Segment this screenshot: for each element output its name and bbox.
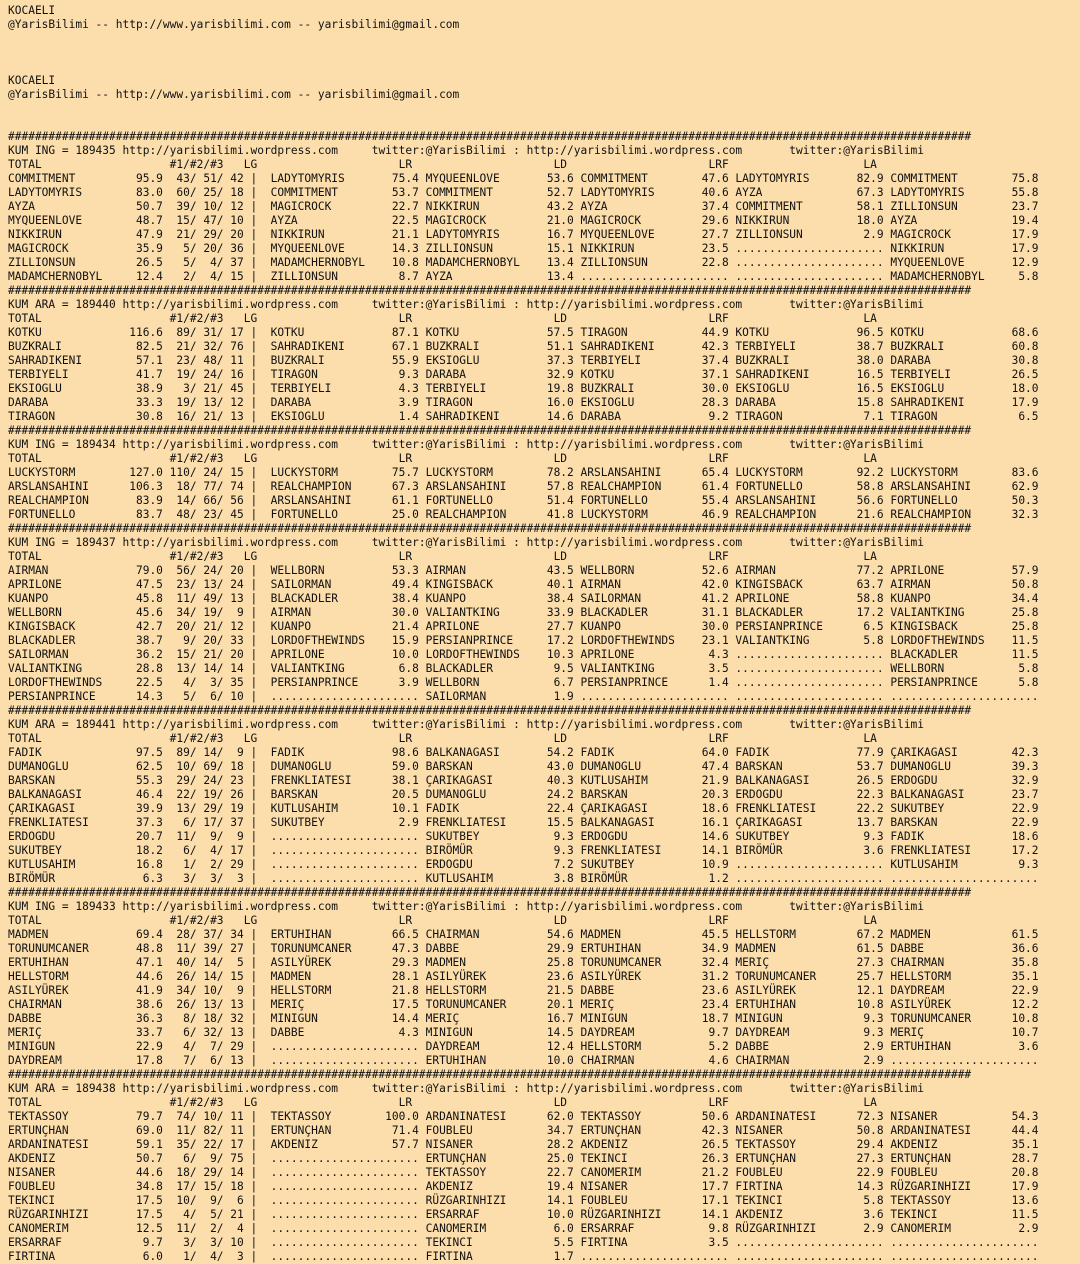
separator-line: ############################################################################################################################################### — [8, 886, 972, 899]
table-row: ERDOGDU 20.7 11/ 9/ 9 | ...................... SUKUTBEY 9.3 ERDOGDU 14.6 SUKUTBEY 9.3 FADIK 18.6 — [8, 830, 1039, 843]
separator-line: ############################################################################################################################################### — [8, 522, 972, 535]
table-row: DABBE 36.3 8/ 18/ 32 | MINIGUN 14.4 MERIÇ 16.7 MINIGUN 18.7 MINIGUN 9.3 TORUNUMCANER 10.8 — [8, 1012, 1039, 1025]
separator-line: ############################################################################################################################################### — [8, 130, 972, 143]
table-row: TEKINCI 17.5 10/ 9/ 6 | ...................... RÜZGARINHIZI 14.1 FOUBLEU 17.1 TEKINCI 5.8 TEKTASSOY 13.6 — [8, 1194, 1039, 1207]
table-row: VALIANTKING 28.8 13/ 14/ 14 | VALIANTKING 6.8 BLACKADLER 9.5 VALIANTKING 3.5 ...................... WELLBORN 5.8 — [8, 662, 1039, 675]
table-row: ERSARRAF 9.7 3/ 3/ 10 | ...................... TEKINCI 5.5 FIRTINA 3.5 ...................... ...................... — [8, 1236, 1039, 1249]
table-row: FORTUNELLO 83.7 48/ 23/ 45 | FORTUNELLO 25.0 REALCHAMPION 41.8 LUCKYSTORM 46.9 REALCHAMPION 21.6 REALCHAMPION 32.3 — [8, 508, 1039, 521]
table-row: RÜZGARINHIZI 17.5 4/ 5/ 21 | ...................... ERSARRAF 10.0 RÜZGARINHIZI 14.1 AKDENIZ 3.6 TEKINCI 11.5 — [8, 1208, 1039, 1221]
table-row: TIRAGON 30.8 16/ 21/ 13 | EKSIOGLU 1.4 SAHRADIKENI 14.6 DARABA 9.2 TIRAGON 7.1 TIRAGON 6.5 — [8, 410, 1039, 423]
table-row: AKDENIZ 50.7 6/ 9/ 75 | ...................... ERTUNÇHAN 25.0 TEKINCI 26.3 ERTUNÇHAN 27.3 ERTUNÇHAN 28.7 — [8, 1152, 1039, 1165]
column-header: TOTAL #1/#2/#3 LG LR LD LRF LA — [8, 452, 877, 465]
race-title: KUM ING = 189437 http://yarisbilimi.wordpress.com twitter:@YarisBilimi : http://yarisbilimi.wordpress.com twitter:@YarisBilimi — [8, 536, 925, 549]
table-row: ARSLANSAHINI 106.3 18/ 77/ 74 | REALCHAMPION 67.3 ARSLANSAHINI 57.8 REALCHAMPION 61.4 FORTUNELLO 58.8 ARSLANSAHINI 62.9 — [8, 480, 1039, 493]
table-row: ERTUNÇHAN 69.0 11/ 82/ 11 | ERTUNÇHAN 71.4 FOUBLEU 34.7 ERTUNÇHAN 42.3 NISANER 50.8 ARDANINATESI 44.4 — [8, 1124, 1039, 1137]
table-row: TORUNUMCANER 48.8 11/ 39/ 27 | TORUNUMCANER 47.3 DABBE 29.9 ERTUHIHAN 34.9 MADMEN 61.5 DABBE 36.6 — [8, 942, 1039, 955]
table-row: ERTUHIHAN 47.1 40/ 14/ 5 | ASILYÜREK 29.3 MADMEN 25.8 TORUNUMCANER 32.4 MERIÇ 27.3 CHAIRMAN 35.8 — [8, 956, 1039, 969]
column-header: TOTAL #1/#2/#3 LG LR LD LRF LA — [8, 550, 877, 563]
table-row: MADAMCHERNOBYL 12.4 2/ 4/ 15 | ZILLIONSUN 8.7 AYZA 13.4 ...................... ...................... MADAMCHERNOBYL 5.8 — [8, 270, 1039, 283]
header-line — [8, 116, 1080, 130]
table-row: MYQUEENLOVE 48.7 15/ 47/ 10 | AYZA 22.5 MAGICROCK 21.0 MAGICROCK 29.6 NIKKIRUN 18.0 AYZA 19.4 — [8, 214, 1039, 227]
table-row: LORDOFTHEWINDS 22.5 4/ 3/ 35 | PERSIANPRINCE 3.9 WELLBORN 6.7 PERSIANPRINCE 1.4 ...................... PERSIANPRINCE 5.8 — [8, 676, 1039, 689]
table-row: MAGICROCK 35.9 5/ 20/ 36 | MYQUEENLOVE 14.3 ZILLIONSUN 15.1 NIKKIRUN 23.5 ...................... NIKKIRUN 17.9 — [8, 242, 1039, 255]
table-row: MADMEN 69.4 28/ 37/ 34 | ERTUHIHAN 66.5 CHAIRMAN 54.6 MADMEN 45.5 HELLSTORM 67.2 MADMEN 61.5 — [8, 928, 1039, 941]
separator-line: ############################################################################################################################################### — [8, 704, 972, 717]
table-row: ARDANINATESI 59.1 35/ 22/ 17 | AKDENIZ 57.7 NISANER 28.2 AKDENIZ 26.5 TEKTASSOY 29.4 AKDENIZ 35.1 — [8, 1138, 1039, 1151]
table-row: ASILYÜREK 41.9 34/ 10/ 9 | HELLSTORM 21.8 HELLSTORM 21.5 DABBE 23.6 ASILYÜREK 12.1 DAYDREAM 22.9 — [8, 984, 1039, 997]
table-row: CHAIRMAN 38.6 26/ 13/ 13 | MERIÇ 17.5 TORUNUMCANER 20.1 MERIÇ 23.4 ERTUHIHAN 10.8 ASILYÜREK 12.2 — [8, 998, 1039, 1011]
table-row: HELLSTORM 44.6 26/ 14/ 15 | MADMEN 28.1 ASILYÜREK 23.6 ASILYÜREK 31.2 TORUNUMCANER 25.7 HELLSTORM 35.1 — [8, 970, 1039, 983]
race-title: KUM ARA = 189441 http://yarisbilimi.wordpress.com twitter:@YarisBilimi : http://yarisbilimi.wordpress.com twitter:@YarisBilimi — [8, 718, 925, 731]
column-header: TOTAL #1/#2/#3 LG LR LD LRF LA — [8, 1096, 877, 1109]
table-row: BALKANAGASI 46.4 22/ 19/ 26 | BARSKAN 20.5 DUMANOGLU 24.2 BARSKAN 20.3 ERDOGDU 22.3 BALKANAGASI 23.7 — [8, 788, 1039, 801]
header-line — [8, 102, 1080, 116]
column-header: TOTAL #1/#2/#3 LG LR LD LRF LA — [8, 914, 877, 927]
table-row: BUZKRALI 82.5 21/ 32/ 76 | SAHRADIKENI 67.1 BUZKRALI 51.1 SAHRADIKENI 42.3 TERBIYELI 38.7 BUZKRALI 60.8 — [8, 340, 1039, 353]
table-row: NISANER 44.6 18/ 29/ 14 | ...................... TEKTASSOY 22.7 CANOMERIM 21.2 FOUBLEU 22.9 FOUBLEU 20.8 — [8, 1166, 1039, 1179]
separator-line: ############################################################################################################################################### — [8, 1068, 972, 1081]
race-title: KUM ARA = 189440 http://yarisbilimi.wordpress.com twitter:@YarisBilimi : http://yarisbilimi.wordpress.com twitter:@YarisBilimi — [8, 298, 925, 311]
table-row: DAYDREAM 17.8 7/ 6/ 13 | ...................... ERTUHIHAN 10.0 CHAIRMAN 4.6 CHAIRMAN 2.9 ...................... — [8, 1054, 1039, 1067]
table-row: BIRÖMÜR 6.3 3/ 3/ 3 | ...................... KUTLUSAHIM 3.8 BIRÖMÜR 1.2 ...................... ...................... — [8, 872, 1039, 885]
table-row: NIKKIRUN 47.9 21/ 29/ 20 | NIKKIRUN 21.1 LADYTOMYRIS 16.7 MYQUEENLOVE 27.7 ZILLIONSUN 2.9 MAGICROCK 17.9 — [8, 228, 1039, 241]
table-row: SAILORMAN 36.2 15/ 21/ 20 | APRILONE 10.0 LORDOFTHEWINDS 10.3 APRILONE 4.3 ...................... BLACKADLER 11.5 — [8, 648, 1039, 661]
column-header: TOTAL #1/#2/#3 LG LR LD LRF LA — [8, 158, 877, 171]
table-row: FIRTINA 6.0 1/ 4/ 3 | ...................... FIRTINA 1.7 ...................... ...................... ...................... — [8, 1250, 1039, 1263]
table-row: REALCHAMPION 83.9 14/ 66/ 56 | ARSLANSAHINI 61.1 FORTUNELLO 51.4 FORTUNELLO 55.4 ARSLANSAHINI 56.6 FORTUNELLO 50.3 — [8, 494, 1039, 507]
table-row: DARABA 33.3 19/ 13/ 12 | DARABA 3.9 TIRAGON 16.0 EKSIOGLU 28.3 DARABA 15.8 SAHRADIKENI 17.9 — [8, 396, 1039, 409]
header-line — [8, 60, 1080, 74]
table-row: FADIK 97.5 89/ 14/ 9 | FADIK 98.6 BALKANAGASI 54.2 FADIK 64.0 FADIK 77.9 ÇARIKAGASI 42.3 — [8, 746, 1039, 759]
table-row: EKSIOGLU 38.9 3/ 21/ 45 | TERBIYELI 4.3 TERBIYELI 19.8 BUZKRALI 30.0 EKSIOGLU 16.5 EKSIOGLU 18.0 — [8, 382, 1039, 395]
table-row: ZILLIONSUN 26.5 5/ 4/ 37 | MADAMCHERNOBYL 10.8 MADAMCHERNOBYL 13.4 ZILLIONSUN 22.8 ...................... MYQUEENLOVE 12.9 — [8, 256, 1039, 269]
table-row: MERIÇ 33.7 6/ 32/ 13 | DABBE 4.3 MINIGUN 14.5 DAYDREAM 9.7 DAYDREAM 9.3 MERIÇ 10.7 — [8, 1026, 1039, 1039]
table-row: ÇARIKAGASI 39.9 13/ 29/ 19 | KUTLUSAHIM 10.1 FADIK 22.4 ÇARIKAGASI 18.6 FRENKLIATESI 22.2 SUKUTBEY 22.9 — [8, 802, 1039, 815]
race-title: KUM ING = 189433 http://yarisbilimi.wordpress.com twitter:@YarisBilimi : http://yarisbilimi.wordpress.com twitter:@YarisBilimi — [8, 900, 925, 913]
table-row: FOUBLEU 34.8 17/ 15/ 18 | ...................... AKDENIZ 19.4 NISANER 17.7 FIRTINA 14.3 RÜZGARINHIZI 17.9 — [8, 1180, 1039, 1193]
header-line: KOCAELI — [8, 4, 56, 17]
header-line: KOCAELI — [8, 74, 56, 87]
table-row: TERBIYELI 41.7 19/ 24/ 16 | TIRAGON 9.3 DARABA 32.9 KOTKU 37.1 SAHRADIKENI 16.5 TERBIYELI 26.5 — [8, 368, 1039, 381]
table-row: KUANPO 45.8 11/ 49/ 13 | BLACKADLER 38.4 KUANPO 38.4 SAILORMAN 41.2 APRILONE 58.8 KUANPO 34.4 — [8, 592, 1039, 605]
column-header: TOTAL #1/#2/#3 LG LR LD LRF LA — [8, 732, 877, 745]
table-row: BLACKADLER 38.7 9/ 20/ 33 | LORDOFTHEWINDS 15.9 PERSIANPRINCE 17.2 LORDOFTHEWINDS 23.1 VALIANTKING 5.8 LORDOFTHEWINDS 11.5 — [8, 634, 1039, 647]
table-row: APRILONE 47.5 23/ 13/ 24 | SAILORMAN 49.4 KINGISBACK 40.1 AIRMAN 42.0 KINGISBACK 63.7 AIRMAN 50.8 — [8, 578, 1039, 591]
table-row: DUMANOGLU 62.5 10/ 69/ 18 | DUMANOGLU 59.0 BARSKAN 43.0 DUMANOGLU 47.4 BARSKAN 53.7 DUMANOGLU 39.3 — [8, 760, 1039, 773]
separator-line: ############################################################################################################################################### — [8, 284, 972, 297]
table-row: MINIGUN 22.9 4/ 7/ 29 | ...................... DAYDREAM 12.4 HELLSTORM 5.2 DABBE 2.9 ERTUHIHAN 3.6 — [8, 1040, 1039, 1053]
race-title: KUM ARA = 189438 http://yarisbilimi.wordpress.com twitter:@YarisBilimi : http://yarisbilimi.wordpress.com twitter:@YarisBilimi — [8, 1082, 925, 1095]
table-row: CANOMERIM 12.5 11/ 2/ 4 | ...................... CANOMERIM 6.0 ERSARRAF 9.8 RÜZGARINHIZI 2.9 CANOMERIM 2.9 — [8, 1222, 1039, 1235]
header-line — [8, 46, 1080, 60]
table-row: KOTKU 116.6 89/ 31/ 17 | KOTKU 87.1 KOTKU 57.5 TIRAGON 44.9 KOTKU 96.5 KOTKU 68.6 — [8, 326, 1039, 339]
table-row: LADYTOMYRIS 83.0 60/ 25/ 18 | COMMITMENT 53.7 COMMITMENT 52.7 LADYTOMYRIS 40.6 AYZA 67.3 LADYTOMYRIS 55.8 — [8, 186, 1039, 199]
header-line: @YarisBilimi -- http://www.yarisbilimi.com -- yarisbilimi@gmail.com — [8, 88, 460, 101]
table-row: BARSKAN 55.3 29/ 24/ 23 | FRENKLIATESI 38.1 ÇARIKAGASI 40.3 KUTLUSAHIM 21.9 BALKANAGASI 26.5 ERDOGDU 32.9 — [8, 774, 1039, 787]
race-title: KUM ING = 189435 http://yarisbilimi.wordpress.com twitter:@YarisBilimi : http://yarisbilimi.wordpress.com twitter:@YarisBilimi — [8, 144, 925, 157]
table-row: PERSIANPRINCE 14.3 5/ 6/ 10 | ...................... SAILORMAN 1.9 ...................... ...................... ...................... — [8, 690, 1039, 703]
table-row: AIRMAN 79.0 56/ 24/ 20 | WELLBORN 53.3 AIRMAN 43.5 WELLBORN 52.6 AIRMAN 77.2 APRILONE 57.9 — [8, 564, 1039, 577]
table-row: SAHRADIKENI 57.1 23/ 48/ 11 | BUZKRALI 55.9 EKSIOGLU 37.3 TERBIYELI 37.4 BUZKRALI 38.0 DARABA 30.8 — [8, 354, 1039, 367]
table-row: KINGISBACK 42.7 20/ 21/ 12 | KUANPO 21.4 APRILONE 27.7 KUANPO 30.0 PERSIANPRINCE 6.5 KINGISBACK 25.8 — [8, 620, 1039, 633]
table-row: COMMITMENT 95.9 43/ 51/ 42 | LADYTOMYRIS 75.4 MYQUEENLOVE 53.6 COMMITMENT 47.6 LADYTOMYRIS 82.9 COMMITMENT 75.8 — [8, 172, 1039, 185]
table-row: SUKUTBEY 18.2 6/ 4/ 17 | ...................... BIRÖMÜR 9.3 FRENKLIATESI 14.1 BIRÖMÜR 3.6 FRENKLIATESI 17.2 — [8, 844, 1039, 857]
table-row: KUTLUSAHIM 16.8 1/ 2/ 29 | ...................... ERDOGDU 7.2 SUKUTBEY 10.9 ...................... KUTLUSAHIM 9.3 — [8, 858, 1039, 871]
race-title: KUM ING = 189434 http://yarisbilimi.wordpress.com twitter:@YarisBilimi : http://yarisbilimi.wordpress.com twitter:@YarisBilimi — [8, 438, 925, 451]
table-row: TEKTASSOY 79.7 74/ 10/ 11 | TEKTASSOY 100.0 ARDANINATESI 62.0 TEKTASSOY 50.6 ARDANINATESI 72.3 NISANER 54.3 — [8, 1110, 1039, 1123]
table-row: FRENKLIATESI 37.3 6/ 17/ 37 | SUKUTBEY 2.9 FRENKLIATESI 15.5 BALKANAGASI 16.1 ÇARIKAGASI 13.7 BARSKAN 22.9 — [8, 816, 1039, 829]
column-header: TOTAL #1/#2/#3 LG LR LD LRF LA — [8, 312, 877, 325]
separator-line: ############################################################################################################################################### — [8, 424, 972, 437]
table-row: LUCKYSTORM 127.0 110/ 24/ 15 | LUCKYSTORM 75.7 LUCKYSTORM 78.2 ARSLANSAHINI 65.4 LUCKYSTORM 92.2 LUCKYSTORM 83.6 — [8, 466, 1039, 479]
table-row: AYZA 50.7 39/ 10/ 12 | MAGICROCK 22.7 NIKKIRUN 43.2 AYZA 37.4 COMMITMENT 58.1 ZILLIONSUN 23.7 — [8, 200, 1039, 213]
header-line: @YarisBilimi -- http://www.yarisbilimi.com -- yarisbilimi@gmail.com — [8, 18, 460, 31]
header-line — [8, 32, 1080, 46]
table-row: WELLBORN 45.6 34/ 19/ 9 | AIRMAN 30.0 VALIANTKING 33.9 BLACKADLER 31.1 BLACKADLER 17.2 VALIANTKING 25.8 — [8, 606, 1039, 619]
